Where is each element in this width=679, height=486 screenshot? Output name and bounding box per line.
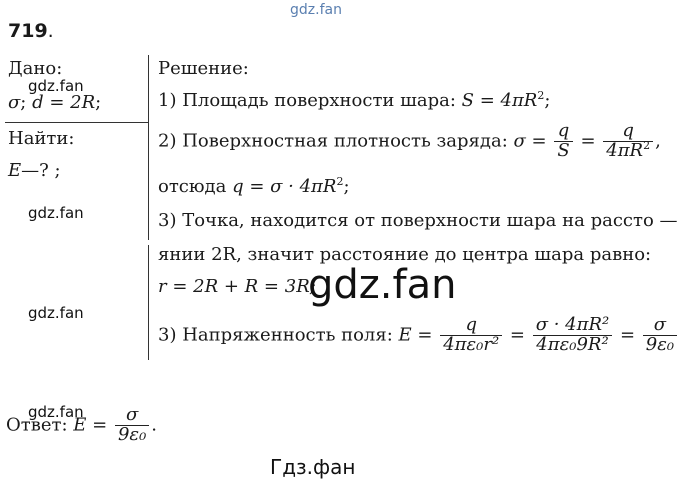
solution-step-2-result: отсюда $q = \sigma \cdot 4\pi R^2$; — [158, 175, 350, 197]
solution-title: Решение: — [158, 58, 249, 79]
watermark-top: gdz.fan — [290, 2, 342, 18]
fraction-q-over-S: $\frac{q}{S}$ — [554, 122, 572, 161]
fraction-q-over-4piR2: $\frac{q}{4\pi R^2}$ — [603, 122, 653, 161]
solution-step-3-line-3: r = 2R + R = 3R; — [158, 276, 316, 297]
solution-step-3-line-1: 3) Точка, находится от поверхности шара на рассто — — [158, 210, 678, 231]
watermark-given: gdz.fan — [28, 77, 84, 95]
given-values: σ; d = 2R; — [8, 92, 102, 113]
answer-fraction: $\frac{\sigma}{\text{9ε₀}}$ — [115, 406, 149, 445]
given-title: Дано: — [8, 58, 63, 79]
fraction-field-1: $\frac{q}{\text{4πε₀r²}}$ — [440, 316, 502, 355]
watermark-center: gdz.fan — [308, 262, 457, 308]
watermark-bottom: Гдз.фан — [270, 455, 356, 479]
solution-step-4: 3) Напряженность поля: E = $\frac{q}{\text{4πε₀r²}}$ = $\frac{\text{σ · 4πR²}}{\text{4πε₀9R²}}$ = $\frac{\sigma}{\text{9ε₀}}$ — [158, 316, 679, 355]
divider-horizontal — [5, 122, 148, 123]
divider-vertical-lower — [148, 245, 149, 360]
answer: Ответ: E = $\frac{\sigma}{\text{9ε₀}}$ . — [6, 404, 158, 445]
fraction-field-2: $\frac{\text{σ · 4πR²}}{\text{4πε₀9R²}}$ — [533, 316, 613, 355]
watermark-side-1: gdz.fan — [28, 204, 84, 222]
find-value: E—? ; — [8, 160, 61, 181]
solution-step-3-line-2: янии 2R, значит расстояние до центра шара равно: — [158, 244, 652, 265]
solution-step-1: 1) Площадь поверхности шара: $S = 4\pi R^2$; — [158, 89, 551, 111]
problem-number: 719. — [8, 20, 54, 42]
fraction-field-3: $\frac{\sigma}{\text{9ε₀}}$ — [643, 316, 677, 355]
watermark-side-2: gdz.fan — [28, 304, 84, 322]
divider-vertical-upper — [148, 55, 149, 240]
find-title: Найти: — [8, 128, 75, 149]
watermark-answer: gdz.fan — [28, 403, 84, 421]
solution-step-2: 2) Поверхностная плотность заряда: σ = $\frac{q}{S}$ = $\frac{q}{4\pi R^2}$ , — [158, 120, 661, 161]
